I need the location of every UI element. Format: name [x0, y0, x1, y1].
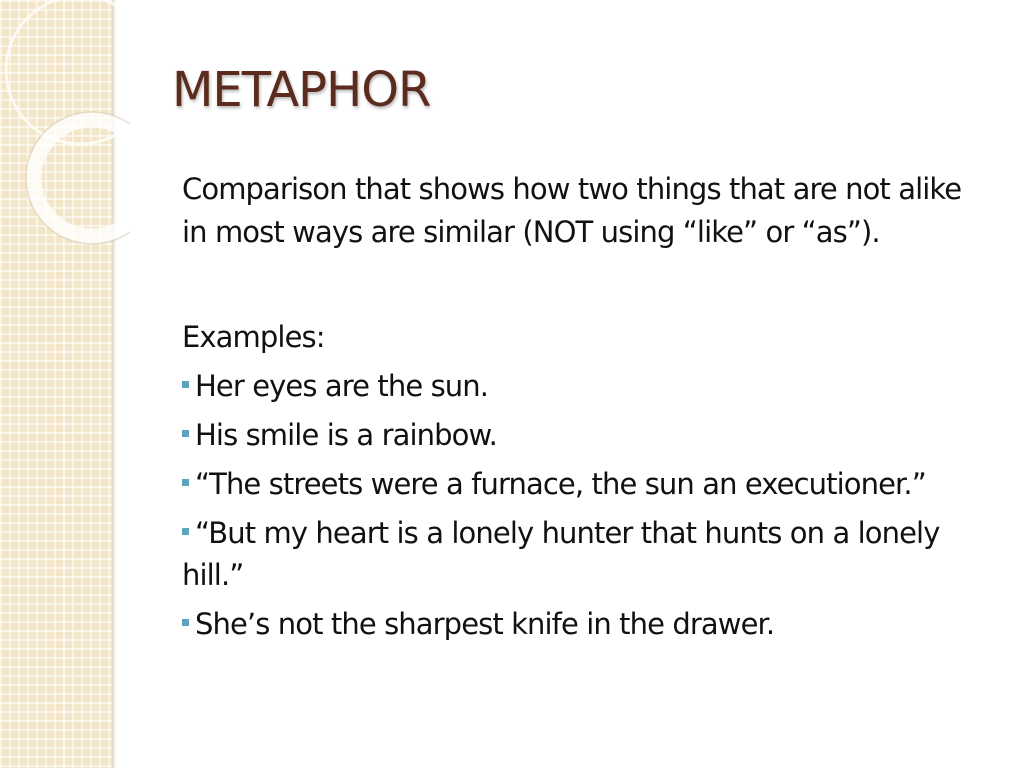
example-item — [182, 365, 982, 407]
square-bullet-icon — [182, 381, 189, 388]
decorative-rings-graphic — [0, 0, 130, 260]
example-text: His smile is a rainbow. — [195, 418, 497, 452]
example-text: “But my heart is a lonely hunter that hunts on a lonely hill.” — [182, 516, 940, 592]
example-item — [182, 512, 982, 596]
square-bullet-icon — [182, 619, 189, 626]
example-text: “The streets were a furnace, the sun an executioner.” — [195, 467, 926, 501]
definition-text: Comparison that shows how two things that are not alike in most ways are similar (NOT using “like” or “as”). — [182, 172, 962, 249]
slide-body — [182, 168, 982, 652]
example-item — [182, 603, 982, 645]
square-bullet-icon — [182, 479, 189, 486]
square-bullet-icon — [182, 430, 189, 437]
example-item — [182, 463, 982, 505]
examples-heading: Examples: — [182, 320, 325, 354]
slide-title: METAPHOR — [172, 62, 431, 118]
example-text: Her eyes are the sun. — [195, 369, 489, 403]
decorative-ring-small — [34, 120, 130, 236]
square-bullet-icon — [182, 528, 189, 535]
example-text: She’s not the sharpest knife in the drawer. — [195, 607, 775, 641]
examples-list — [182, 365, 982, 645]
example-item — [182, 414, 982, 456]
